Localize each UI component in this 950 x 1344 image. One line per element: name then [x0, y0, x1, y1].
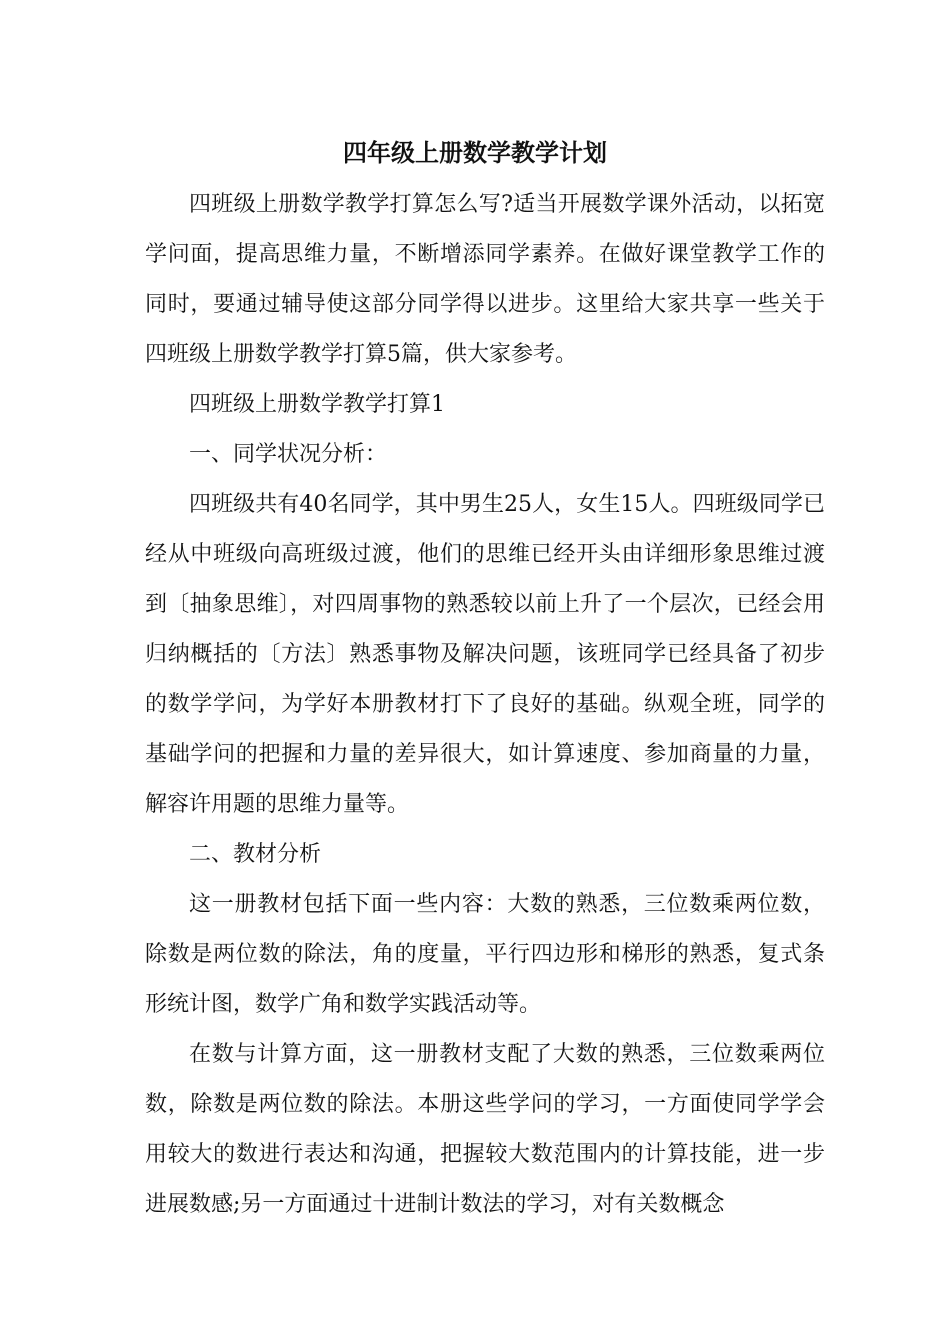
intro-paragraph: 四班级上册数学教学打算怎么写?适当开展数学课外活动，以拓宽学问面，提高思维力量，不断增添同学素养。在做好课堂教学工作的同时，要通过辅导使这部分同学得以进步。这里给大家共享一些关于四班级上册数学教学打算5篇，供大家参考。 — [145, 192, 825, 367]
textbook-content-paragraph: 这一册教材包括下面一些内容：大数的熟悉，三位数乘两位数，除数是两位数的除法，角的度量，平行四边形和梯形的熟悉，复式条形统计图，数学广角和数学实践活动等。 — [145, 892, 825, 1017]
student-analysis-paragraph: 四班级共有40名同学，其中男生25人，女生15人。四班级同学已经从中班级向高班级过渡，他们的思维已经开头由详细形象思维过渡到〔抽象思维〕，对四周事物的熟悉较以前上升了一个层次，已经会用归纳概括的〔方法〕熟悉事物及解决问题，该班同学已经具备了初步的数学学问，为学好本册教材打下了良好的基础。纵观全班，同学的基础学问的把握和力量的差异很大，如计算速度、参加商量的力量，解容许用题的思维力量等。 — [145, 492, 825, 817]
section-heading-textbook-analysis: 二、教材分析 — [189, 842, 322, 867]
section-heading-student-analysis: 一、同学状况分析： — [189, 442, 388, 467]
number-calculation-paragraph: 在数与计算方面，这一册教材支配了大数的熟悉，三位数乘两位数，除数是两位数的除法。本册这些学问的学习，一方面使同学学会用较大的数进行表达和沟通，把握较大数范围内的计算技能，进一步进展数感;另一方面通过十进制计数法的学习，对有关数概念 — [145, 1042, 825, 1217]
document-title: 四年级上册数学教学计划 — [343, 138, 607, 167]
plan-heading: 四班级上册数学教学打算1 — [189, 392, 445, 417]
document-body — [145, 180, 825, 1230]
